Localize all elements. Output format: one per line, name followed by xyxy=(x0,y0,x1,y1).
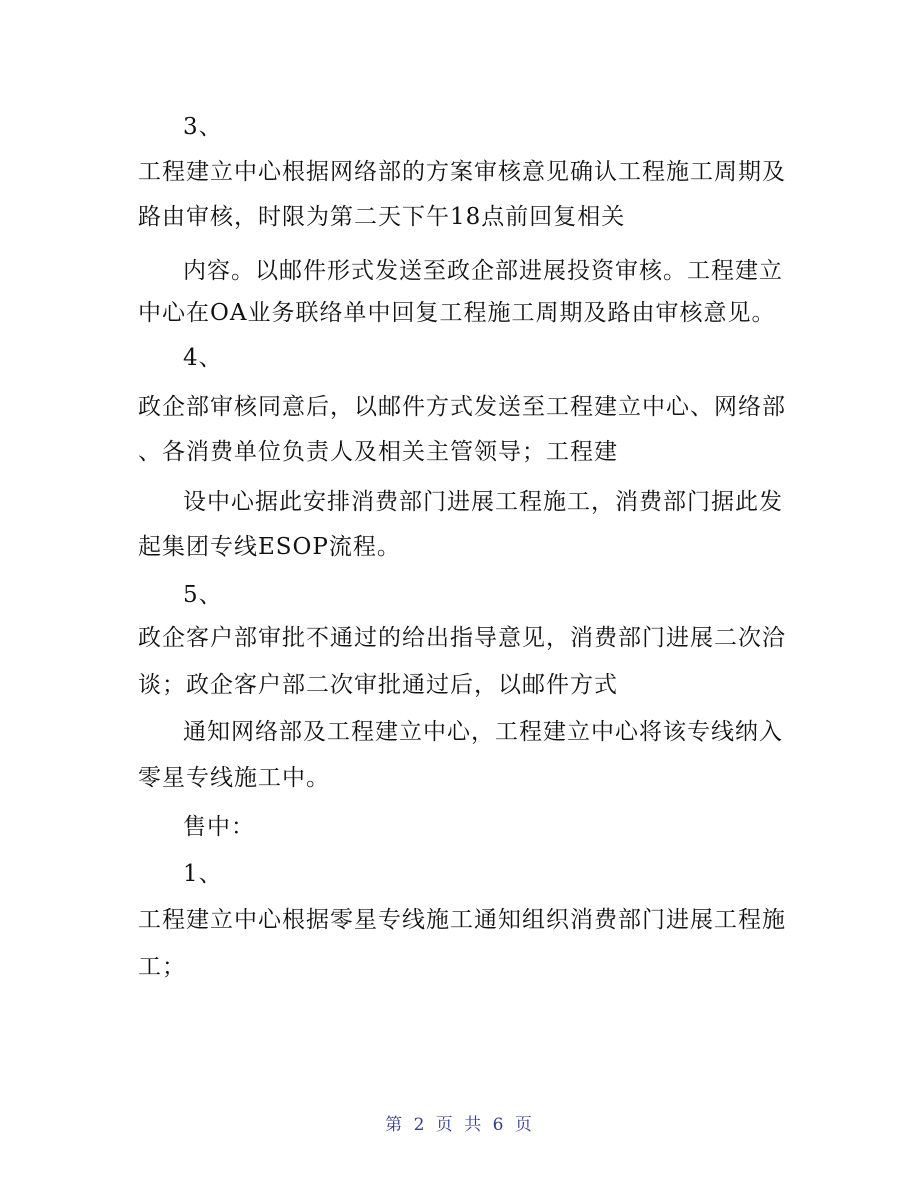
step-number-1: 1、 xyxy=(183,861,223,887)
paragraph-line: 、各消费单位负责人及相关主管领导；工程建 xyxy=(138,439,618,465)
paragraph-line: 内容。以邮件形式发送至政企部进展投资审核。工程建立 xyxy=(183,258,783,284)
paragraph-line: 通知网络部及工程建立中心，工程建立中心将该专线纳入 xyxy=(183,719,783,745)
section-heading-sale: 售中： xyxy=(183,814,255,840)
paragraph-line: 路由审核，时限为第二天下午18点前回复相关 xyxy=(138,204,626,230)
step-number-4: 4、 xyxy=(183,345,223,371)
step-number-5: 5、 xyxy=(183,582,223,608)
paragraph-line: 政企部审核同意后，以邮件方式发送至工程建立中心、网络部 xyxy=(138,394,786,420)
paragraph-line: 零星专线施工中。 xyxy=(138,765,330,791)
paragraph-line: 工； xyxy=(138,954,186,980)
step-number-3: 3、 xyxy=(183,114,223,140)
paragraph-line: 中心在OA业务联络单中回复工程施工周期及路由审核意见。 xyxy=(138,300,776,326)
paragraph-line: 设中心据此安排消费部门进展工程施工，消费部门据此发 xyxy=(183,489,783,515)
page-footer: 第 2 页 共 6 页 xyxy=(385,1115,535,1135)
paragraph-line: 起集团专线ESOP流程。 xyxy=(138,534,401,560)
paragraph-line: 工程建立中心根据零星专线施工通知组织消费部门进展工程施 xyxy=(138,907,786,933)
paragraph-line: 政企客户部审批不通过的给出指导意见，消费部门进展二次洽 xyxy=(138,625,786,651)
paragraph-line: 谈；政企客户部二次审批通过后，以邮件方式 xyxy=(138,672,618,698)
paragraph-line: 工程建立中心根据网络部的方案审核意见确认工程施工周期及 xyxy=(138,159,786,185)
